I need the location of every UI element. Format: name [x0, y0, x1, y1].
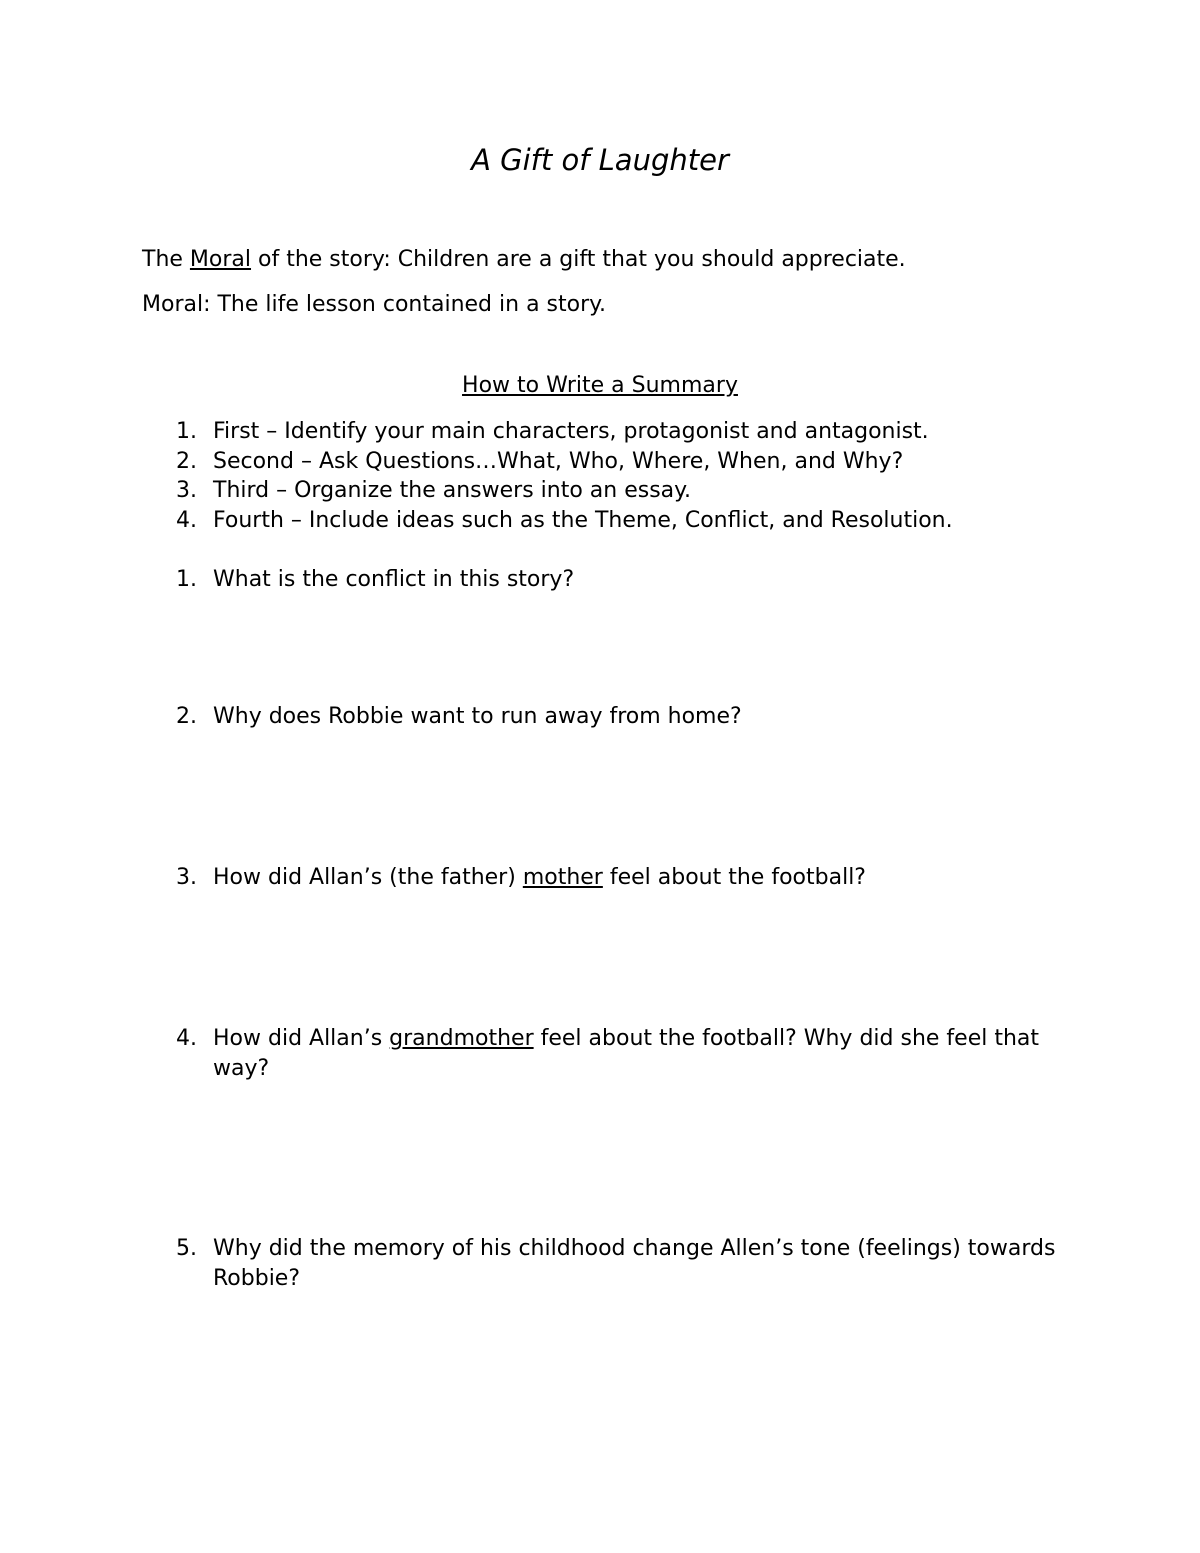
summary-heading: How to Write a Summary — [462, 373, 738, 398]
question-item — [176, 1024, 1056, 1083]
step-text: Second – Ask Questions…What, Who, Where, When, and Why? — [213, 448, 904, 474]
question-text-pre: How did Allan’s (the father) — [213, 865, 523, 890]
question-underlined-word: mother — [522, 865, 603, 890]
question-text-post: feel about the football? — [602, 865, 866, 890]
question-text: Why does Robbie want to run away from home? — [213, 704, 742, 729]
moral-statement — [142, 246, 906, 274]
question-item — [176, 702, 1076, 732]
step-item — [176, 476, 1076, 506]
question-underlined-word: grandmother — [389, 1026, 534, 1051]
step-item — [176, 506, 1076, 536]
question-number: 2. — [176, 704, 197, 729]
step-item — [176, 417, 1076, 447]
step-text: First – Identify your main characters, protagonist and antagonist. — [213, 419, 929, 444]
question-text — [213, 1024, 1056, 1083]
document-title: A Gift of Laughter — [471, 143, 729, 177]
question-number: 5. — [176, 1236, 197, 1261]
question-number: 1. — [176, 567, 197, 592]
question-text — [213, 863, 1076, 893]
moral-definition: Moral: The life lesson contained in a story. — [142, 292, 607, 317]
moral-underlined-word: Moral — [189, 247, 252, 272]
question-text-pre: How did Allan’s — [213, 1026, 390, 1051]
question-number: 4. — [176, 1026, 197, 1051]
question-item — [176, 1234, 1056, 1293]
step-text: Fourth – Include ideas such as the Theme, Conflict, and Resolution. — [213, 507, 953, 533]
step-number: 1. — [176, 419, 197, 444]
step-number: 3. — [176, 478, 197, 503]
step-number: 4. — [176, 507, 197, 533]
question-item — [176, 863, 1076, 893]
moral-statement-post: of the story: Children are a gift that you should appreciate. — [251, 247, 906, 272]
question-item — [176, 565, 1076, 595]
moral-statement-pre: The — [142, 247, 190, 272]
summary-heading-wrap — [0, 372, 1200, 400]
step-number: 2. — [176, 448, 197, 474]
step-item — [176, 447, 1076, 477]
question-text: Why did the memory of his childhood change Allen’s tone (feelings) towards Robbie? — [213, 1236, 1056, 1291]
question-number: 3. — [176, 865, 197, 890]
step-text: Third – Organize the answers into an essay. — [213, 478, 692, 503]
question-text-post: feel about the football? Why did she feel that way? — [213, 1026, 1040, 1081]
question-text: What is the conflict in this story? — [213, 567, 575, 592]
